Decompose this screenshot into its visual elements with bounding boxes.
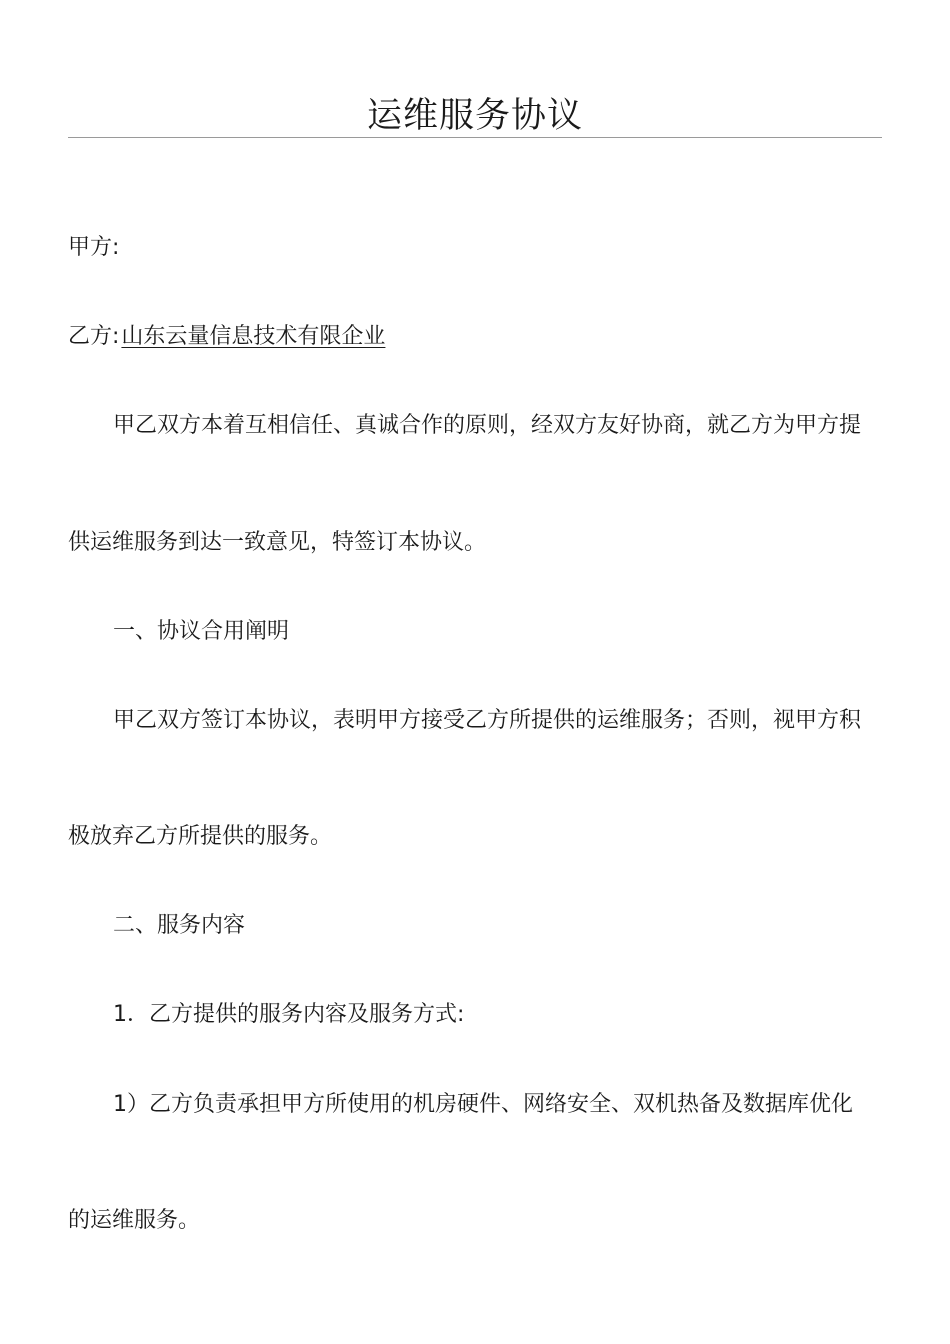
party-a-line <box>68 233 119 263</box>
party-b-line <box>68 322 385 352</box>
party-a-label: 甲方: <box>68 235 120 260</box>
party-b-label: 乙方: <box>68 324 120 349</box>
intro-line-2: 供运维服务到达一致意见，特签订本协议。 <box>68 530 487 555</box>
intro-line-1: 甲乙双方本着互相信任、真诚合作的原则，经双方友好协商，就乙方为甲方提 <box>113 413 862 438</box>
section-1-heading: 一、协议合用阐明 <box>113 619 290 644</box>
section-2-subitem-1-line-2: 的运维服务。 <box>68 1208 201 1233</box>
section-1-line-1: 甲乙双方签订本协议，表明甲方接受乙方所提供的运维服务；否则，视甲方积 <box>113 708 862 733</box>
title-underline-divider <box>68 137 882 138</box>
section-1-line-2: 极放弃乙方所提供的服务。 <box>68 824 333 849</box>
party-b-value: 山东云量信息技术有限企业 <box>121 324 386 349</box>
document-title: 运维服务协议 <box>366 96 583 136</box>
section-2-subitem-1-line-1: 1）乙方负责承担甲方所使用的机房硬件、网络安全、双机热备及数据库优化 <box>113 1092 853 1117</box>
section-2-heading: 二、服务内容 <box>113 913 246 938</box>
section-2-item-1: 1．乙方提供的服务内容及服务方式: <box>113 1002 465 1027</box>
